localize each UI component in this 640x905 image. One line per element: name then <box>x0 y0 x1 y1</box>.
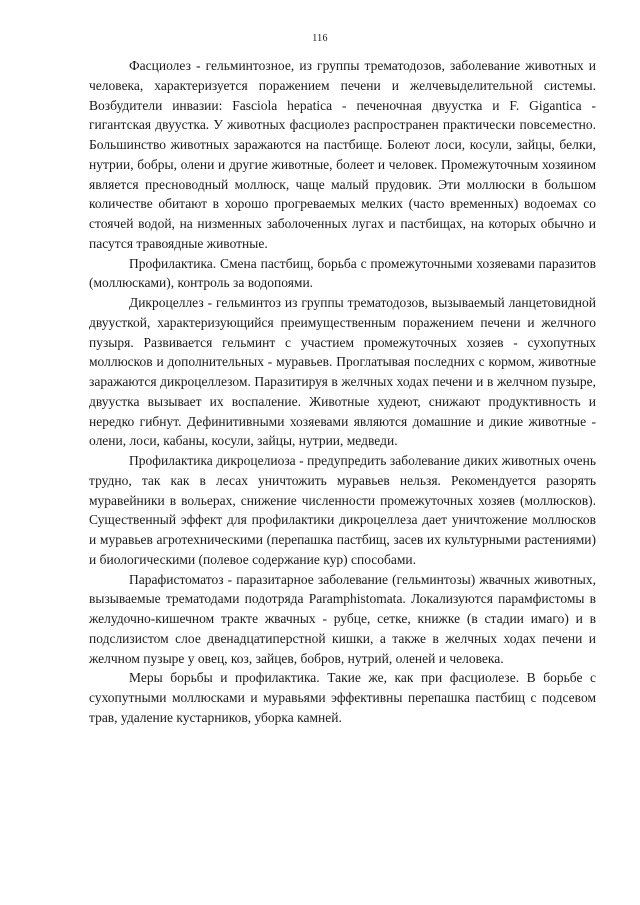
paragraph-control-measures: Меры борьбы и профилактика. Такие же, как при фасциолезе. В борьбе с сухопутными моллюсками и муравьями эффективны перепашка пастбищ с подсевом трав, удаление кустарников, уборка камней. <box>89 670 596 725</box>
paragraph-dicrocoeliasis-prevention: Профилактика дикроцелиоза - предупредить заболевание диких животных очень трудно, так как в лесах уничтожить муравьев нельзя. Рекомендуется разорять муравейники в вольерах, снижение численности промежуточных хозяев (моллюсков). Существенный эффект для профилактики дикроцеллеза дает уничтожение моллюсков и муравьев агротехническими (перепашка пастбищ, засев их культурными растениями) и биологическими (полевое содержание кур) способами. <box>89 453 596 567</box>
paragraph-paramphistomiasis: Парафистоматоз - паразитарное заболевание (гельминтозы) жвачных животных, вызываемые трематодами подотряда Paramphistomata. Локализуются парамфистомы в желудочно-кишечном тракте жвачных - рубце, сетке, книжке (в стадии имаго) и в подслизистом слое двенадцатиперстной кишки, а также в желчных ходах печени и желчном пузыре у овец, коз, зайцев, бобров, нутрий, оленей и человека. <box>89 571 596 666</box>
paragraph-fascioliasis: Фасциолез - гельминтозное, из группы трематодозов, заболевание животных и человека, характеризуется поражением печени и желчевыделительной системы. Возбудители инвазии: Fasciola hepatica - печеночная двуустка и F. Gigantica - гигантская двуустка. У животных фасциолез распространен практически повсеместно. Большинство животных заражаются на пастбище. Болеют лоси, косули, зайцы, белки, нутрии, бобры, олени и другие животные, болеет и человек. Промежуточным хозяином является пресноводный моллюск, чаще малый прудовик. Эти моллюски в большом количестве обитают в хорошо прогреваемых мелких (часто временных) водоемах со стоячей водой, на низменных заболоченных лугах и пастбищах, на которых обычно и пасутся травоядные животные. <box>89 58 596 251</box>
paragraph-fascioliasis-prevention: Профилактика. Смена пастбищ, борьба с промежуточными хозяевами паразитов (моллюсками), контроль за водопоями. <box>89 255 596 291</box>
document-body <box>89 56 596 728</box>
page-number: 116 <box>312 33 328 44</box>
paragraph-dicrocoeliasis: Дикроцеллез - гельминтоз из группы трематодозов, вызываемый ланцетовидной двуусткой, характеризующийся преимущественным поражением печени и желчного пузыря. Развивается гельминт с участием промежуточных хозяев - сухопутных моллюсков и дополнительных - муравьев. Проглатывая последних с кормом, животные заражаются дикроцеллезом. Паразитируя в желчных ходах печени и в желчном пузыре, двуустка вызывает их воспаление. Животные худеют, снижают продуктивность и нередко гибнут. Дефинитивными хозяевами являются домашние и дикие животные - олени, лоси, кабаны, косули, зайцы, нутрии, медведи. <box>89 295 596 449</box>
